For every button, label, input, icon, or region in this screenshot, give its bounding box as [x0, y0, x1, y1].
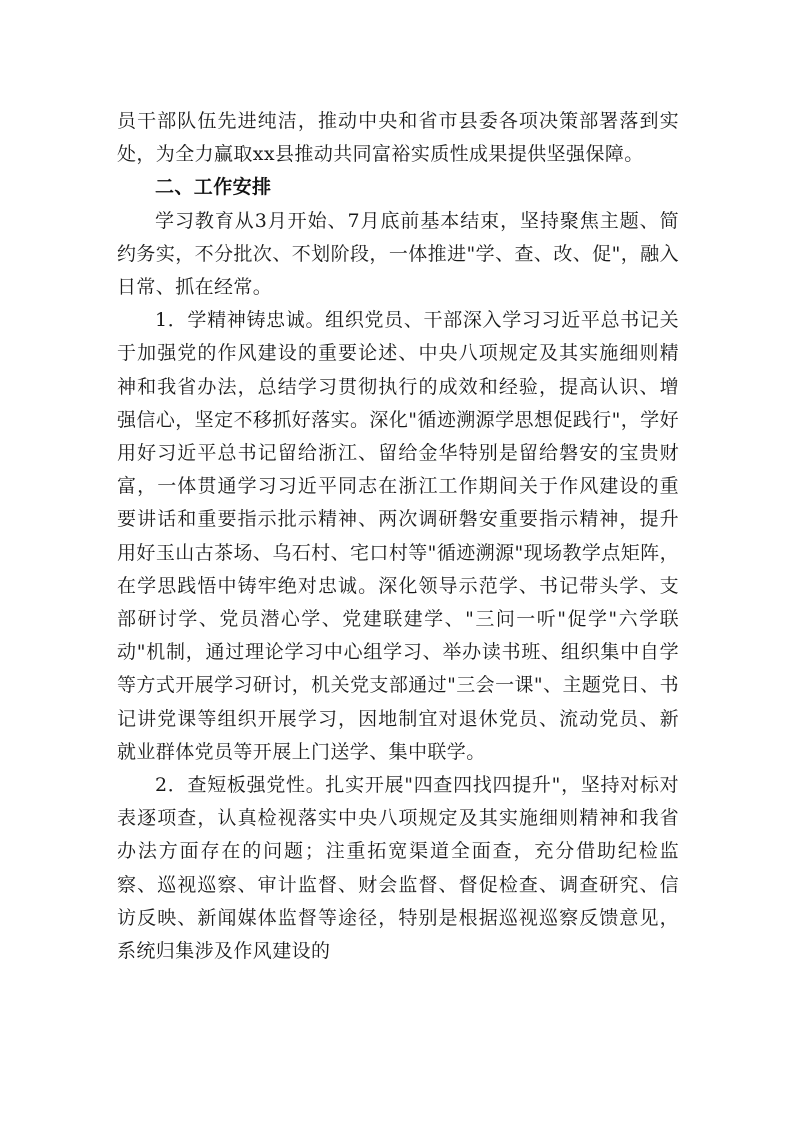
section-heading-work-arrangement: 二、工作安排: [155, 176, 272, 199]
paragraph-item-2: 2．查短板强党性。扎实开展"四查四找四提升"，坚持对标对表逐项查，认真检视落实中央八项规定及其实施细则精神和我省办法方面存在的问题；注重拓宽渠道全面查，充分借助纪检监察、巡视巡察、审计监督、财会监督、督促检查、调查研究、信访反映、新闻媒体监督等途径，特别是根据巡视巡察反馈意见，系统归集涉及作风建设的: [117, 774, 679, 963]
paragraph-item-1: 1．学精神铸忠诚。组织党员、干部深入学习习近平总书记关于加强党的作风建设的重要论述、中央八项规定及其实施细则精神和我省办法，总结学习贯彻执行的成效和经验，提高认识、增强信心，坚定不移抓好落实。深化"循迹溯源学思想促践行"，学好用好习近平总书记留给浙江、留给金华特别是留给磐安的宝贵财富，一体贯通学习习近平同志在浙江工作期间关于作风建设的重要讲话和重要指示批示精神、两次调研磐安重要指示精神，提升用好玉山古茶场、乌石村、宅口村等"循迹溯源"现场教学点矩阵，在学思践悟中铸牢绝对忠诚。深化领导示范学、书记带头学、支部研讨学、党员潜心学、党建联建学、"三问一听"促学"六学联动"机制，通过理论学习中心组学习、举办读书班、组织集中自学等方式开展学习研讨，机关党支部通过"三会一课"、主题党日、书记讲党课等组织开展学习，因地制宜对退休党员、流动党员、新就业群体党员等开展上门送学、集中联学。: [117, 309, 679, 763]
document-body: [117, 105, 679, 968]
paragraph-continuation: 员干部队伍先进纯洁，推动中央和省市县委各项决策部署落到实处，为全力赢取xx县推动共同富裕实质性成果提供坚强保障。: [117, 110, 679, 166]
paragraph-intro: 学习教育从3月开始、7月底前基本结束，坚持聚焦主题、简约务实，不分批次、不划阶段，一体推进"学、查、改、促"，融入日常、抓在经常。: [117, 209, 679, 299]
